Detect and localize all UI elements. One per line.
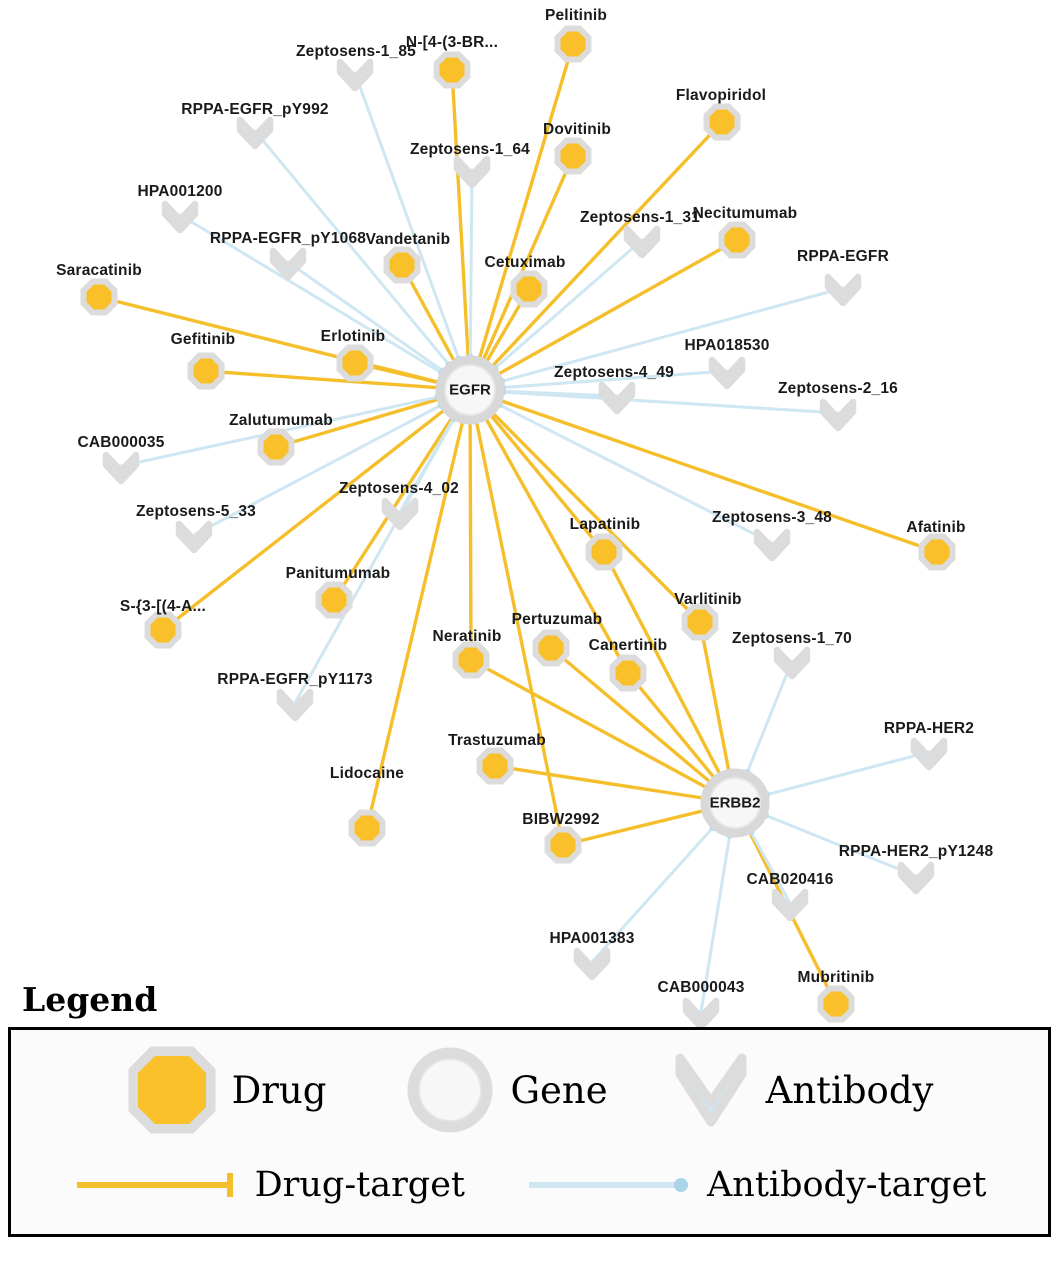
antibody-node[interactable] xyxy=(712,360,742,386)
antibody-node-label: Zeptosens-4_49 xyxy=(554,364,674,381)
drug-node[interactable] xyxy=(725,228,750,253)
drug-node[interactable] xyxy=(355,816,380,841)
drug-node[interactable] xyxy=(322,588,347,613)
drug-target-edge-icon xyxy=(73,1170,243,1200)
antibody-node-label: Zeptosens-1_64 xyxy=(410,141,530,158)
drug-node-label: N-[4-(3-BR... xyxy=(405,34,499,51)
antibody-node[interactable] xyxy=(179,524,209,550)
drug-target-edge xyxy=(700,622,729,772)
antibody-node-label: RPPA-HER2_pY1248 xyxy=(838,843,994,860)
drug-target-edge xyxy=(493,413,700,622)
drug-node[interactable] xyxy=(483,754,508,779)
antibody-target-edge xyxy=(766,752,929,795)
legend-label-drug-target: Drug-target xyxy=(254,1165,465,1205)
drug-target-edge xyxy=(500,400,937,552)
drug-node-label: Varlitinib xyxy=(674,591,742,608)
antibody-node-label: RPPA-EGFR xyxy=(797,248,889,265)
drug-target-edge xyxy=(276,399,439,447)
antibody-node[interactable] xyxy=(165,204,195,230)
drug-node-label: Afatinib xyxy=(906,519,966,536)
drug-node[interactable] xyxy=(551,833,576,858)
antibody-target-edge xyxy=(747,661,792,773)
legend-item-gene xyxy=(404,1044,607,1136)
drug-node-label: BIBW2992 xyxy=(522,811,600,828)
legend-label-antibody-target: Antibody-target xyxy=(707,1165,987,1205)
antibody-target-edge xyxy=(255,131,450,365)
node-layer xyxy=(84,29,952,1027)
drug-node-label: Necitumumab xyxy=(692,205,798,222)
legend-item-antibody-target xyxy=(525,1165,986,1205)
antibody-node[interactable] xyxy=(602,385,632,411)
antibody-node[interactable] xyxy=(823,402,853,428)
drug-icon xyxy=(126,1044,218,1136)
drug-node-label: Zalutumumab xyxy=(229,412,333,429)
edge-layer xyxy=(99,44,937,1012)
gene-node-label-erbb2: ERBB2 xyxy=(709,794,761,812)
antibody-node-label: HPA001383 xyxy=(549,930,635,947)
drug-node[interactable] xyxy=(592,540,617,565)
antibody-icon xyxy=(670,1044,752,1136)
legend-item-drug-target xyxy=(73,1165,465,1205)
antibody-node-label: RPPA-HER2 xyxy=(883,720,975,737)
gene-node-label-egfr: EGFR xyxy=(449,381,491,399)
drug-node-label: Neratinib xyxy=(432,628,502,645)
antibody-node[interactable] xyxy=(106,455,136,481)
antibody-target-edge xyxy=(765,815,916,876)
antibody-node-label: RPPA-EGFR_pY1173 xyxy=(217,671,373,688)
drug-target-edge xyxy=(470,422,471,660)
drug-node[interactable] xyxy=(264,435,289,460)
drug-target-edge xyxy=(367,421,463,828)
drug-node-label: Saracatinib xyxy=(56,262,142,279)
drug-node-label: Pertuzumab xyxy=(511,611,603,628)
drug-node[interactable] xyxy=(459,648,484,673)
legend-item-drug xyxy=(126,1044,327,1136)
antibody-node-label: CAB020416 xyxy=(746,871,834,888)
drug-node-label: S-{3-[(4-A... xyxy=(119,598,207,615)
drug-node[interactable] xyxy=(710,110,735,135)
antibody-target-edge xyxy=(470,170,472,358)
drug-node-label: Lapatinib xyxy=(569,516,641,533)
drug-node[interactable] xyxy=(539,636,564,661)
legend-label-gene: Gene xyxy=(510,1068,608,1112)
antibody-node[interactable] xyxy=(280,692,310,718)
antibody-node-label: RPPA-EGFR_pY992 xyxy=(181,101,329,118)
drug-node[interactable] xyxy=(561,144,586,169)
antibody-node-label: Zeptosens-2_16 xyxy=(778,380,898,397)
drug-node-label: Panitumumab xyxy=(285,565,391,582)
antibody-target-edge xyxy=(502,392,838,413)
legend xyxy=(0,980,1059,1237)
legend-title: Legend xyxy=(22,980,158,1019)
antibody-target-edge xyxy=(592,827,714,962)
antibody-node-label: Zeptosens-1_70 xyxy=(732,630,852,647)
drug-node[interactable] xyxy=(616,661,641,686)
antibody-node-label: RPPA-EGFR_pY1068 xyxy=(209,230,367,247)
antibody-node-label: CAB000043 xyxy=(657,979,745,996)
antibody-target-edge xyxy=(355,73,459,360)
drug-node-label: Flavopiridol xyxy=(675,87,767,104)
antibody-node-label: HPA018530 xyxy=(684,337,770,354)
drug-node-label: Lidocaine xyxy=(329,765,405,782)
drug-node[interactable] xyxy=(688,610,713,635)
drug-node[interactable] xyxy=(194,359,219,384)
legend-label-drug: Drug xyxy=(231,1068,327,1112)
drug-node[interactable] xyxy=(87,285,112,310)
drug-target-edge xyxy=(452,70,468,358)
antibody-node[interactable] xyxy=(385,501,415,527)
drug-target-edge xyxy=(563,811,704,845)
antibody-node[interactable] xyxy=(457,159,487,185)
antibody-node-label: Zeptosens-5_33 xyxy=(136,503,256,520)
drug-node-label: Cetuximab xyxy=(484,254,566,271)
drug-node-label: Erlotinib xyxy=(320,328,386,345)
antibody-node-label: CAB000035 xyxy=(77,434,165,451)
drug-node-label: Vandetanib xyxy=(365,231,451,248)
drug-node[interactable] xyxy=(925,540,950,565)
gene-icon xyxy=(404,1044,496,1136)
antibody-node-label: HPA001200 xyxy=(137,183,223,200)
antibody-node[interactable] xyxy=(577,951,607,977)
antibody-node-label: Zeptosens-4_02 xyxy=(339,480,459,497)
antibody-node[interactable] xyxy=(901,865,931,891)
drug-node-label: Trastuzumab xyxy=(448,732,546,749)
antibody-node[interactable] xyxy=(757,532,787,558)
legend-item-antibody xyxy=(670,1044,934,1136)
antibody-node[interactable] xyxy=(777,650,807,676)
antibody-node[interactable] xyxy=(775,892,805,918)
drug-node[interactable] xyxy=(151,618,176,643)
antibody-node-label: Zeptosens-3_48 xyxy=(712,509,832,526)
antibody-node-label: Zeptosens-1_31 xyxy=(580,209,700,226)
drug-node[interactable] xyxy=(517,277,542,302)
drug-node-label: Gefitinib xyxy=(170,331,236,348)
antibody-node-label: Zeptosens-1_85 xyxy=(296,43,416,60)
drug-node[interactable] xyxy=(343,351,368,376)
drug-node[interactable] xyxy=(440,58,465,83)
drug-node-label: Mubritinib xyxy=(797,969,875,986)
drug-node[interactable] xyxy=(561,32,586,57)
antibody-node[interactable] xyxy=(340,62,370,88)
antibody-node[interactable] xyxy=(828,277,858,303)
antibody-target-edge xyxy=(750,831,790,903)
antibody-node[interactable] xyxy=(914,741,944,767)
drug-node[interactable] xyxy=(390,253,415,278)
drug-node-label: Canertinib xyxy=(588,637,668,654)
legend-label-antibody: Antibody xyxy=(765,1068,934,1112)
legend-box xyxy=(8,1027,1051,1237)
drug-node-label: Dovitinib xyxy=(542,121,612,138)
drug-node-label: Pelitinib xyxy=(544,7,608,24)
antibody-target-edge-icon xyxy=(525,1170,695,1200)
